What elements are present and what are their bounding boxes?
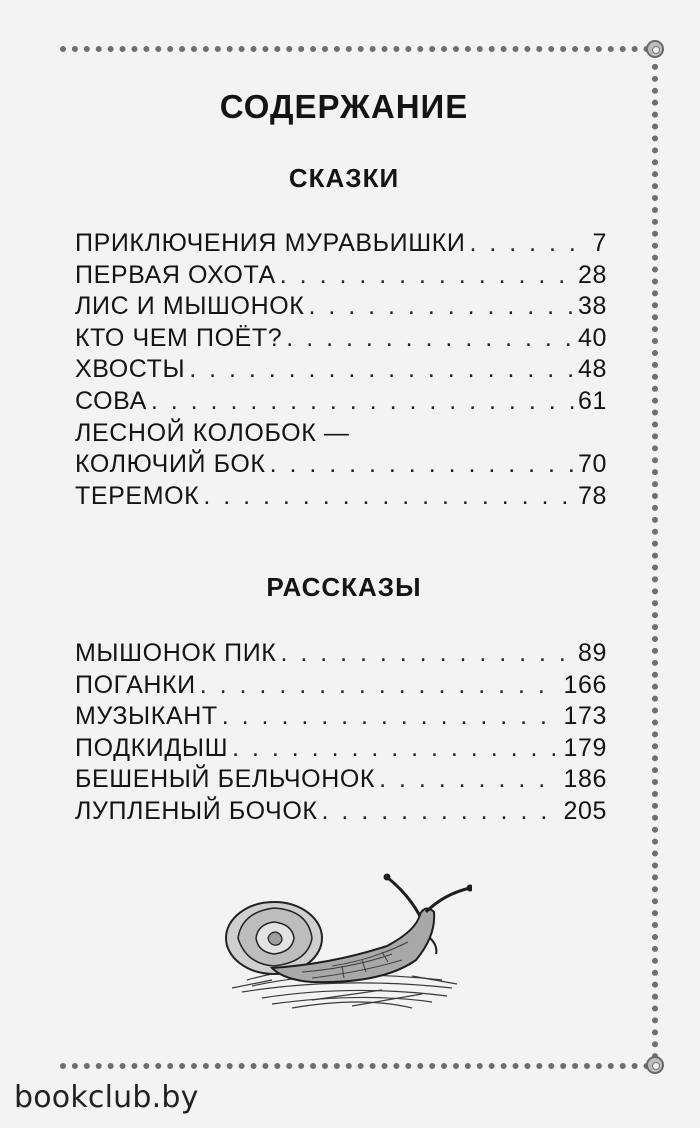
dot-leader — [322, 796, 560, 828]
toc-entry-page: 70 — [577, 450, 607, 479]
frame-top-border — [60, 46, 650, 52]
dot-leader — [222, 701, 560, 733]
toc-entry[interactable] — [75, 733, 607, 765]
toc-entry-title: ПЕРВАЯ ОХОТА — [75, 260, 276, 289]
toc-entry-page: 40 — [577, 323, 607, 352]
toc-list-tales — [75, 228, 607, 512]
section-title-stories: РАССКАЗЫ — [266, 572, 422, 602]
toc-entry-page: 28 — [577, 260, 607, 289]
toc-entry-page: 179 — [563, 733, 607, 762]
dot-leader — [151, 386, 574, 418]
toc-entry-page: 48 — [577, 355, 607, 384]
dot-leader — [280, 638, 574, 670]
toc-entry-page: 61 — [577, 386, 607, 415]
corner-ornament-bottom-icon — [646, 1056, 664, 1074]
corner-ornament-top-icon — [646, 40, 664, 58]
toc-entry-title: ЛУПЛЕНЫЙ БОЧОК — [75, 796, 318, 825]
toc-entry[interactable] — [75, 638, 607, 670]
toc-entry[interactable] — [75, 796, 607, 828]
dot-leader — [270, 449, 574, 481]
dot-leader — [379, 764, 559, 796]
toc-entry-title: СОВА — [75, 386, 147, 415]
toc-entry-title: БЕШЕНЫЙ БЕЛЬЧОНОК — [75, 765, 376, 794]
toc-entry-line[interactable] — [75, 418, 607, 450]
dot-leader — [189, 354, 574, 386]
toc-entry[interactable] — [75, 260, 607, 292]
toc-entry[interactable] — [75, 386, 607, 418]
toc-entry-title: ПОДКИДЫШ — [75, 733, 229, 762]
snail-icon — [212, 868, 472, 1018]
watermark: bookclub.by — [14, 1080, 199, 1115]
toc-entry-page: 89 — [577, 639, 607, 667]
section-title-tales: СКАЗКИ — [288, 163, 400, 193]
toc-entry-page: 166 — [563, 670, 607, 699]
dot-leader — [286, 323, 574, 355]
toc-entry-title: ЛЕСНОЙ КОЛОБОК — — [75, 418, 350, 447]
toc-entry[interactable] — [75, 701, 607, 733]
frame-right-border — [652, 52, 658, 1060]
dot-leader — [232, 733, 559, 765]
page-title: СОДЕРЖАНИЕ — [219, 88, 469, 125]
toc-entry-title: МЫШОНОК ПИК — [75, 639, 277, 667]
toc-entry[interactable] — [75, 481, 607, 513]
dot-leader — [469, 228, 588, 260]
toc-entry[interactable] — [75, 670, 607, 702]
dot-leader — [203, 481, 574, 513]
toc-entry[interactable] — [75, 354, 607, 386]
toc-entry-title: ТЕРЕМОК — [75, 481, 200, 510]
toc-entry-page: 38 — [577, 292, 607, 321]
dot-leader — [280, 260, 574, 292]
toc-list-stories — [75, 638, 607, 828]
toc-entry[interactable] — [75, 449, 607, 481]
toc-entry-page: 7 — [592, 229, 607, 257]
toc-entry-title: ПРИКЛЮЧЕНИЯ МУРАВЬИШКИ — [75, 229, 466, 257]
toc-entry[interactable] — [75, 291, 607, 323]
toc-entry-title: КТО ЧЕМ ПОЁТ? — [75, 323, 283, 352]
toc-entry-title: ПОГАНКИ — [75, 670, 196, 699]
dot-leader — [200, 670, 560, 702]
toc-entry-page: 78 — [577, 481, 607, 510]
toc-entry-page: 186 — [563, 765, 607, 794]
toc-entry[interactable] — [75, 323, 607, 355]
toc-entry-title: МУЗЫКАНТ — [75, 702, 218, 731]
frame-bottom-border — [60, 1063, 650, 1069]
toc-entry-title: ХВОСТЫ — [75, 355, 186, 384]
dot-leader — [308, 291, 574, 323]
toc-entry-title: КОЛЮЧИЙ БОК — [75, 450, 266, 479]
toc-entry[interactable] — [75, 228, 607, 260]
toc-entry-page: 205 — [563, 796, 607, 825]
toc-entry-page: 173 — [563, 702, 607, 731]
toc-entry-title: ЛИС И МЫШОНОК — [75, 292, 305, 321]
toc-entry[interactable] — [75, 764, 607, 796]
